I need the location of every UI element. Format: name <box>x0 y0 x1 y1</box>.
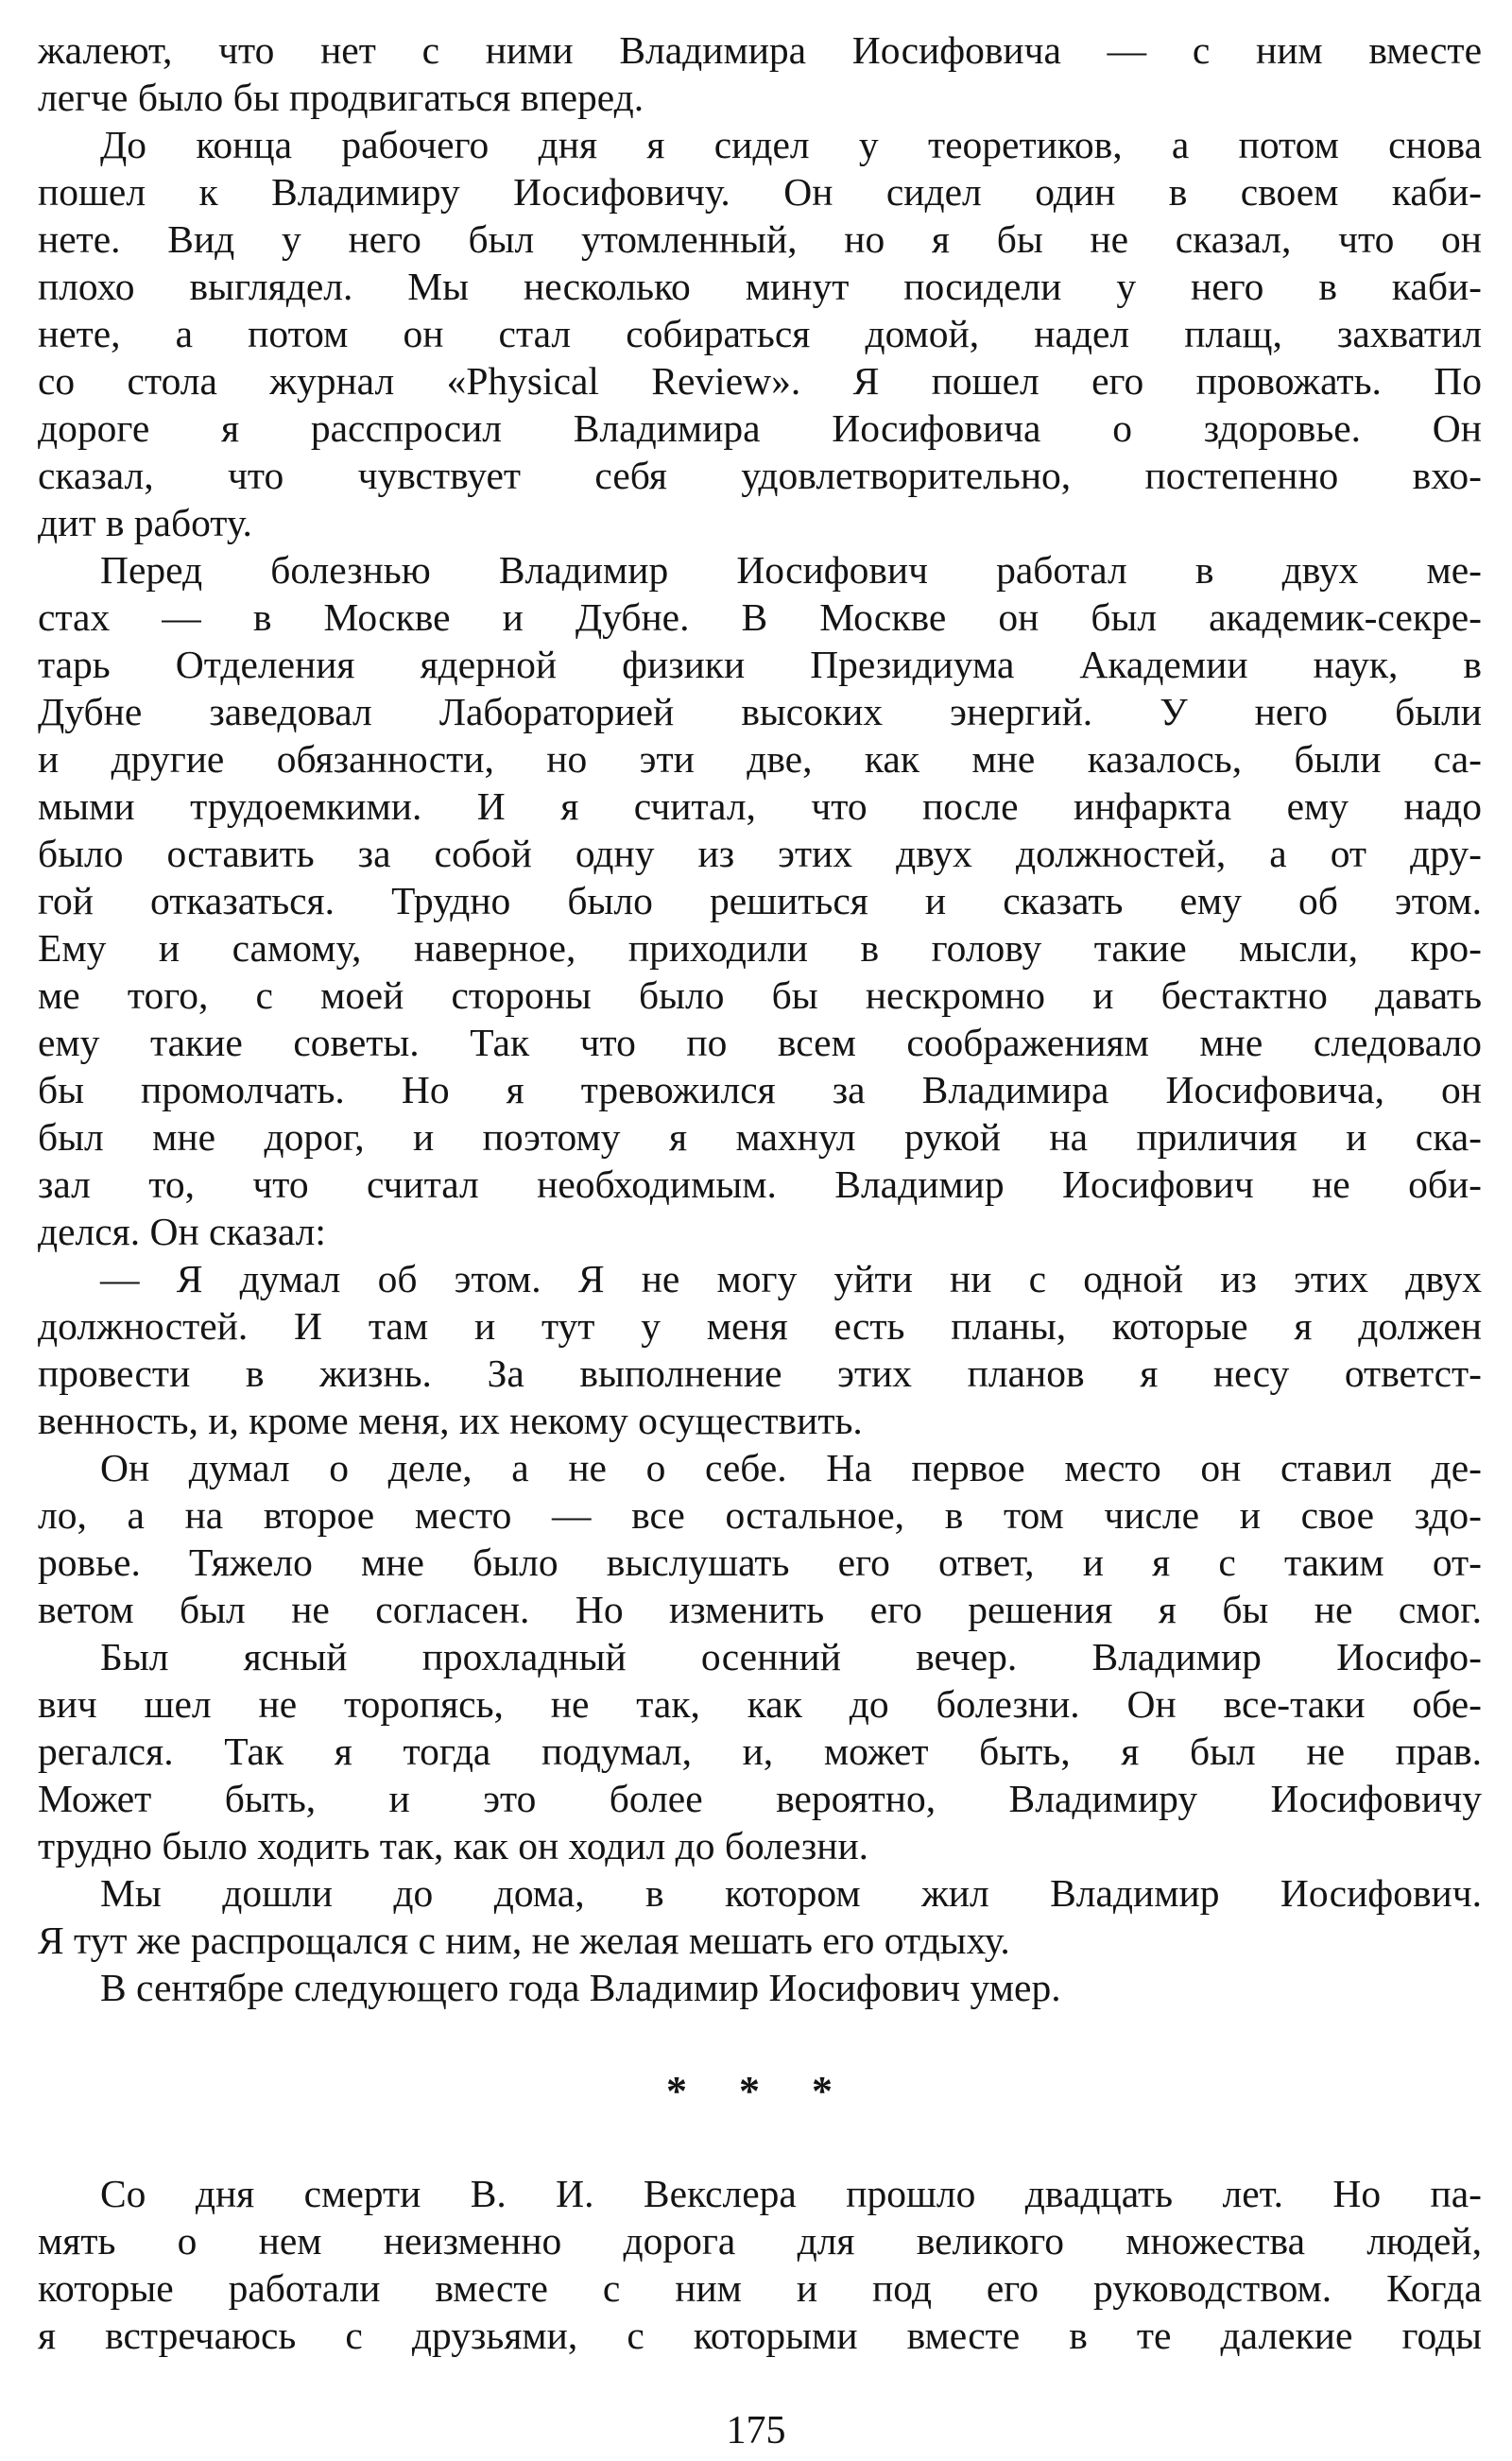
text-line: я встречаюсь с друзьями, с которыми вместе в те далекие годы <box>38 2314 1482 2357</box>
text-line: был мне дорог, и поэтому я махнул рукой на приличия и ска- <box>38 1115 1482 1159</box>
text-line: провести в жизнь. За выполнение этих планов я несу ответст- <box>38 1351 1482 1395</box>
page-number: 175 <box>726 2409 786 2452</box>
text-line: легче было бы продвигаться вперед. <box>38 76 644 119</box>
text-line: делся. Он сказал: <box>38 1210 326 1253</box>
text-line: Может быть, и это более вероятно, Владимиру Иосифовичу <box>38 1777 1482 1820</box>
text-line: нете, а потом он стал собираться домой, надел плащ, захватил <box>38 312 1482 355</box>
text-line: ровье. Тяжело мне было выслушать его ответ, и я с таким от- <box>38 1540 1482 1584</box>
text-line: венность, и, кроме меня, их некому осуществить. <box>38 1399 863 1442</box>
text-line: зал то, что считал необходимым. Владимир Иосифович не оби- <box>38 1162 1482 1206</box>
text-line: было оставить за собой одну из этих двух должностей, а от дру- <box>38 832 1482 875</box>
text-line: которые работали вместе с ним и под его руководством. Когда <box>38 2266 1482 2310</box>
text-line: Был ясный прохладный осенний вечер. Владимир Иосифо- <box>100 1635 1482 1678</box>
text-line: и другие обязанности, но эти две, как мне казалось, были са- <box>38 737 1482 781</box>
text-line: дит в работу. <box>38 501 252 544</box>
text-line: тарь Отделения ядерной физики Президиума Академии наук, в <box>38 643 1482 686</box>
text-line: Я тут же распрощался с ним, не желая мешать его отдыху. <box>38 1919 1010 1962</box>
text-line: бы промолчать. Но я тревожился за Владимира Иосифовича, он <box>38 1068 1482 1111</box>
text-line: — Я думал об этом. Я не могу уйти ни с одной из этих двух <box>100 1257 1482 1300</box>
text-line: Ему и самому, наверное, приходили в голову такие мысли, кро- <box>38 926 1482 970</box>
text-line: должностей. И там и тут у меня есть планы, которые я должен <box>38 1304 1482 1348</box>
text-line: вич шел не торопясь, не так, как до болезни. Он все-таки обе- <box>38 1682 1482 1726</box>
text-line: В сентябре следующего года Владимир Иосифович умер. <box>100 1966 1061 2009</box>
text-line: Дубне заведовал Лабораторией высоких энергий. У него были <box>38 690 1482 733</box>
text-line: пошел к Владимиру Иосифовичу. Он сидел один в своем каби- <box>38 170 1482 214</box>
text-line: жалеют, что нет с ними Владимира Иосифовича — с ним вместе <box>38 28 1482 72</box>
text-line: трудно было ходить так, как он ходил до болезни. <box>38 1824 869 1867</box>
section-separator: * * * <box>666 2068 853 2114</box>
text-line: регался. Так я тогда подумал, и, может быть, я был не прав. <box>38 1730 1482 1773</box>
text-line: мять о нем неизменно дорога для великого множества людей, <box>38 2219 1482 2263</box>
text-line: нете. Вид у него был утомленный, но я бы не сказал, что он <box>38 217 1482 261</box>
text-line: сказал, что чувствует себя удовлетворительно, постепенно вхо- <box>38 454 1482 497</box>
text-line: ему такие советы. Так что по всем соображениям мне следовало <box>38 1021 1482 1064</box>
text-line: плохо выглядел. Мы несколько минут посидели у него в каби- <box>38 265 1482 308</box>
text-line: Мы дошли до дома, в котором жил Владимир Иосифович. <box>100 1871 1482 1915</box>
text-line: ло, а на второе место — все остальное, в том числе и свое здо- <box>38 1493 1482 1537</box>
text-line: Со дня смерти В. И. Векслера прошло двадцать лет. Но па- <box>100 2172 1482 2215</box>
text-line: со стола журнал «Physical Review». Я пошел его провожать. По <box>38 359 1482 403</box>
text-line: ветом был не согласен. Но изменить его решения я бы не смог. <box>38 1588 1482 1631</box>
text-line: мыми трудоемкими. И я считал, что после инфаркта ему надо <box>38 784 1482 828</box>
text-line: стах — в Москве и Дубне. В Москве он был академик-секре- <box>38 595 1482 639</box>
text-line: дороге я расспросил Владимира Иосифовича о здоровье. Он <box>38 406 1482 450</box>
section-two-text <box>38 2170 1482 2359</box>
book-page <box>38 26 1482 2357</box>
text-line: Он думал о деле, а не о себе. На первое место он ставил де- <box>100 1446 1482 1489</box>
text-line: Перед болезнью Владимир Иосифович работал в двух ме- <box>100 548 1482 592</box>
text-line: До конца рабочего дня я сидел у теоретиков, а потом снова <box>100 123 1482 166</box>
text-line: ме того, с моей стороны было бы нескромно и бестактно давать <box>38 973 1482 1017</box>
text-line: гой отказаться. Трудно было решиться и сказать ему об этом. <box>38 879 1482 922</box>
body-text <box>38 26 1482 2011</box>
